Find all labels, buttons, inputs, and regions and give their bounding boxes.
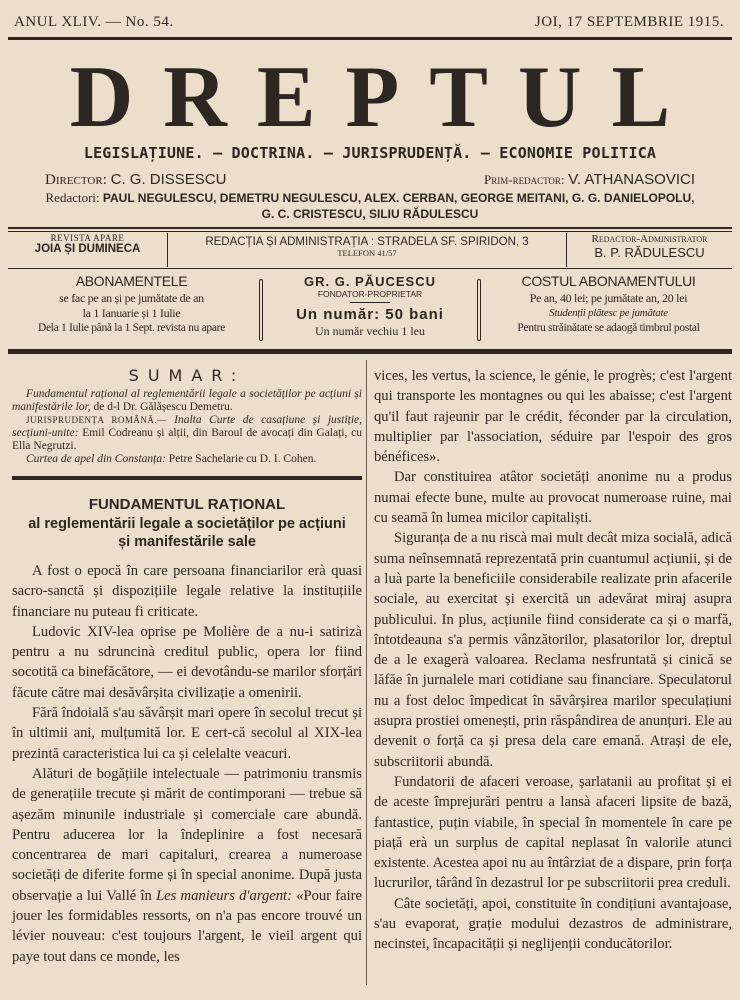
issue-price: Un număr: 50 bani: [296, 306, 444, 323]
paragraph: Siguranța de a nu riscà mai mult decât miza socială, adică suma neînsemnată reprezentată prin cuantumul acțiunii, și de a luà parte la beneficiile considerabile realizate prin afacerile sociale, au exercitat și exercită un adevărat miraj asupra publicului. In plus, acțiunile fiind considerate ca și o marfă, întotdeauna s'a permis vânzătorilor, plasatorilor lor, dreptul de a le exagerà valoarea. Reclama nesfruntată și cinică se lăfăe în jurnalele mari cotidiane sau financiare. Speculatorul nu a fost deloc împedicat în săvârșirea marilor speculațiuni asupra prostiei omenești, prin răspândirea de anunțuri. Ele au devenit o forță ca și presa dela care emană. Atrași de ele, subscriitorii abundă.: [374, 530, 732, 770]
issue-date: JOI, 17 SEPTEMBRIE 1915.: [534, 14, 724, 30]
issue-number: ANUL XLIV. — No. 54.: [14, 14, 174, 30]
founder-name: GR. G. PĂUCESCU: [303, 274, 436, 289]
article-heading: [12, 494, 362, 551]
divider: [12, 476, 362, 480]
redactia-address: REDACȚIA ȘI ADMINISTRAȚIA : STRADELA SF. SPIRIDON, 3: [205, 236, 529, 248]
prim-redactor-name: V. ATHANASOVICI: [568, 171, 695, 188]
ornament-divider: [255, 274, 267, 346]
admin-label: Redactor-Administrator: [591, 233, 708, 245]
sumar-item: JURISPRUDENȚA ROMÂNĂ.— Inalta Curte de casațiune și justiție, secțiuni-unite: Emil Codreanu și alții, din Baroul de avocați din Galați, cu Ella Negrutzi.: [12, 414, 363, 452]
admin-name: B. P. RĂDULESCU: [594, 245, 705, 260]
article-column-left: [12, 561, 362, 967]
article-column-right: [374, 366, 732, 955]
apare-label: REVISTA APARE: [50, 233, 125, 243]
article-subtitle: al reglementării legale a societăților pe acțiuni: [28, 516, 346, 532]
paragraph: Ludovic XIV-lea oprise pe Molière de a nu-i satirizà pentru a nu sdruncinà creditul public, opera lor fiind socotită ca binefăcătore, — ei devotându-se marilor sforțări făcute către mai desăvârșita civilizație a omenirii.: [12, 623, 362, 701]
paragraph: vices, les vertus, la science, le génie, le progrès; c'est l'argent qui transporte les montagnes ou qui les abaisse; c'est l'argent qu'il faut rajeunir par le crédit, féconder par la circulation, multiplier par l'association, séduire par l'espoir des gros bénéfices».: [374, 368, 732, 466]
paragraph: Alături de bogățiile intelectuale — patrimoniu transmis de generațiile trecute și mărit de contimporani — trebue să așezăm minunile industriale și comerciale care abundă. Pentru aducerea lor la îndeplinire a fost necesară concentrarea de mari capitaluri, crearea a numeroase societăți de diferite forme și în special anonime. După justa observație a lui Vallé în Les manieurs d'argent: «Pour faire jouer les formidables ressorts, on n'a pas encore trouvé un lévier nouveau: c'est toujours l'argent, le vieil argent qui paye tout dans ce monde, les: [12, 765, 362, 965]
left-column: [12, 366, 362, 967]
cost-title: COSTUL ABONAMENTULUI: [521, 273, 696, 289]
sumar-item: Curtea de apel din Constanța: Petre Sachelarie cu D. I. Cohen.: [26, 453, 317, 465]
paragraph: Fundatorii de afaceri veroase, șarlatanii au profitat și ei de aceste împrejurări pentru a lansà afaceri lipsite de bază, fantastice, puțin viabile, în special în momentele în care pe piață erà un surplus de capital neplasat în valorile atunci existente. Acestea apoi nu au întârziat de a dispare, prin forța lucrurilor, târând în dezastrul lor pe subscriitorii prea creduli.: [374, 773, 732, 892]
founder-role: FONDATOR-PROPRIETAR: [317, 289, 423, 299]
divider: [8, 227, 732, 229]
abonamente-line: la 1 Ianuarie și 1 Iulie: [82, 306, 181, 320]
issue-line: [14, 14, 724, 31]
director-label: Director:: [45, 172, 107, 188]
paragraph: Fără îndoială s'au săvârșit mari opere în secolul trecut și în ultimii ani, mulțumită lor. E cert-că secolul al XIX-lea prezintă caracteristica lui ca și celelalte veacuri.: [12, 705, 362, 762]
redactori-names-1: PAUL NEGULESCU, DEMETRU NEGULESCU, ALEX. CERBAN, GEORGE MEITANI, G. G. DANIELOPOLU,: [102, 191, 695, 205]
paragraph: A fost o epocă în care persoana financiarilor erà quasi sacro-sanctă și dispozițiile legale relative la instituțiile financiare nu puteau fi criticate.: [12, 563, 362, 620]
telefon: TELEFON 41/57: [337, 248, 397, 258]
sumar-heading: SUMAR:: [128, 366, 246, 385]
info-row: [8, 233, 732, 267]
abonamente-title: ABONAMENTELE: [75, 273, 188, 289]
subscription-row: [8, 274, 732, 346]
divider: [350, 302, 390, 303]
abonamente-line: Dela 1 Iulie până la 1 Sept. revista nu apare: [37, 322, 226, 334]
article-subtitle: și manifestările sale: [118, 534, 256, 550]
redactori: [20, 190, 720, 222]
cost-line: Studenții plătesc pe jumătate: [549, 307, 668, 319]
article-title: FUNDAMENTUL RAȚIONAL: [88, 496, 286, 513]
divider: [8, 349, 732, 354]
ornament-divider: [473, 274, 485, 346]
cost-line: Pentru străinătate se adaogă timbrul postal: [517, 322, 700, 334]
divider: [8, 268, 732, 269]
redactori-label: Redactori:: [45, 190, 100, 205]
newspaper-subtitle: LEGISLAȚIUNE. — DOCTRINA. — JURISPRUDENȚĂ. — ECONOMIE POLITICA: [83, 144, 657, 162]
paragraph: Dar constituirea atâtor societăți anonime nu a produs numai efecte bune, multe au provocat numeroase ruine, mai cu seamă în lumea micilor capitaliști.: [374, 469, 732, 527]
newspaper-title: DREPTUL: [69, 49, 701, 146]
divider: [8, 37, 732, 40]
sumar-item: Fundamentul rațional al reglementării legale a societăților pe acțiuni și manifestările lor, de d-l Dr. Gălășescu Demetru.: [12, 388, 362, 413]
old-issue-price: Un număr vechiu 1 leu: [315, 324, 425, 338]
redactori-names-2: G. C. CRISTESCU, SILIU RĂDULESCU: [261, 207, 479, 221]
column-divider: [366, 360, 367, 985]
director-row: [45, 171, 695, 189]
abonamente-line: se fac pe an și pe jumătate de an: [59, 291, 204, 305]
paragraph: Câte societăți, apoi, constituite în condițiuni avantajoase, s'au evaporat, grație modului dezastros de administrare, necinstei, încapacității și neglijenții conducătorilor.: [374, 895, 732, 953]
cost-line: Pe an, 40 lei; pe jumătate an, 20 lei: [529, 291, 688, 305]
apare-days: JOIA ȘI DUMINECA: [34, 243, 141, 255]
divider: [8, 231, 732, 232]
sumar-section: [12, 366, 362, 466]
director-name: C. G. DISSESCU: [110, 171, 227, 188]
prim-redactor-label: Prim-redactor:: [484, 172, 565, 187]
